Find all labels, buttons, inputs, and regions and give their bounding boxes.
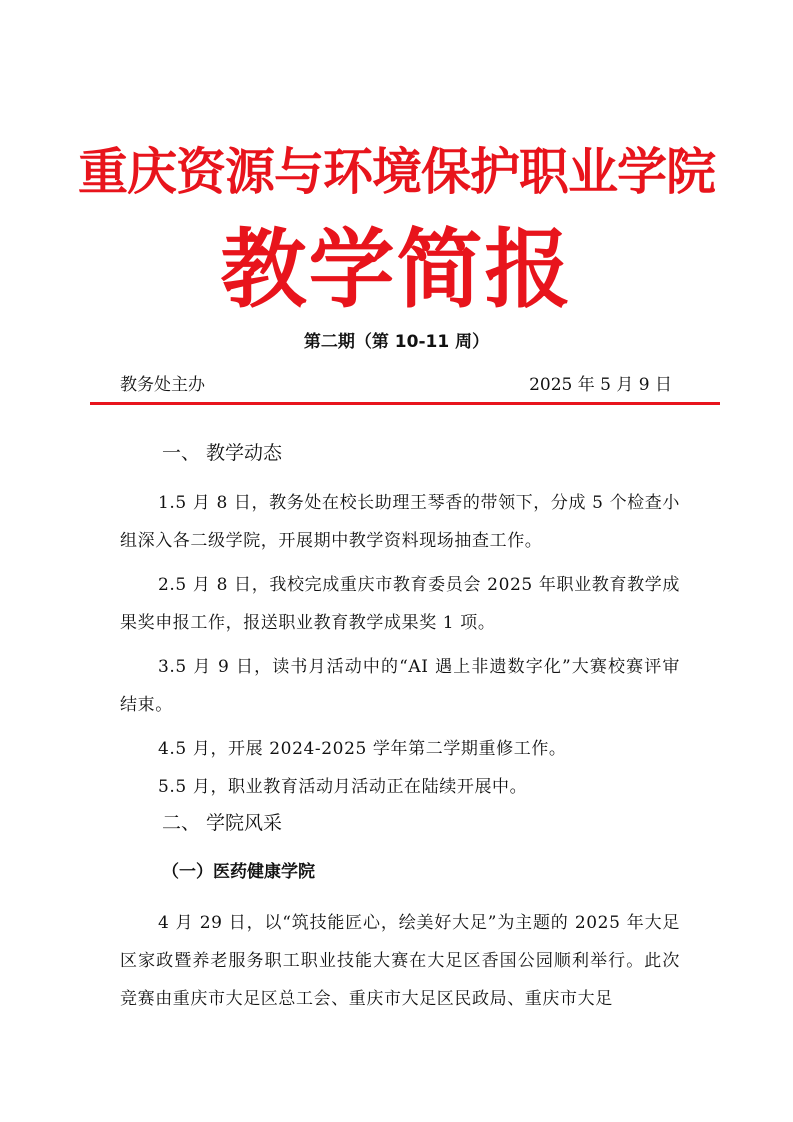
masthead-meta [120, 373, 672, 397]
subsection-heading-medical-health: （一）医药健康学院 [162, 862, 315, 882]
news-item: 5.5 月，职业教育活动月活动正在陆续开展中。 [158, 777, 528, 797]
subsection-body: 4 月 29 日，以“筑技能匠心，绘美好大足”为主题的 2025 年大足区家政暨养老服务职工职业技能大赛在大足区香国公园顺利举行。此次竞赛由重庆市大足区总工会、重庆市大足区民政局、重庆市大足 [120, 913, 680, 1009]
news-item: 1.5 月 8 日，教务处在校长助理王琴香的带领下，分成 5 个检查小组深入各二级学院，开展期中教学资料现场抽查工作。 [120, 493, 680, 551]
news-item: 4.5 月，开展 2024-2025 学年第二学期重修工作。 [158, 739, 567, 759]
section-heading-teaching-news: 一、 教学动态 [162, 442, 283, 464]
issue-date: 2025 年 5 月 9 日 [529, 375, 672, 395]
news-item: 2.5 月 8 日，我校完成重庆市教育委员会 2025 年职业教育教学成果奖申报工作，报送职业教育教学成果奖 1 项。 [120, 575, 680, 633]
masthead-divider [90, 402, 720, 405]
issue-number: 第二期（第 10-11 周） [303, 332, 490, 352]
bulletin-title: 教学简报 [220, 219, 573, 320]
news-item: 3.5 月 9 日，读书月活动中的“AI 遇上非遗数字化”大赛校赛评审结束。 [120, 657, 680, 715]
organizer: 教务处主办 [120, 375, 205, 395]
section-heading-college-showcase: 二、 学院风采 [162, 812, 283, 834]
school-name: 重庆资源与环境保护职业学院 [78, 142, 715, 201]
